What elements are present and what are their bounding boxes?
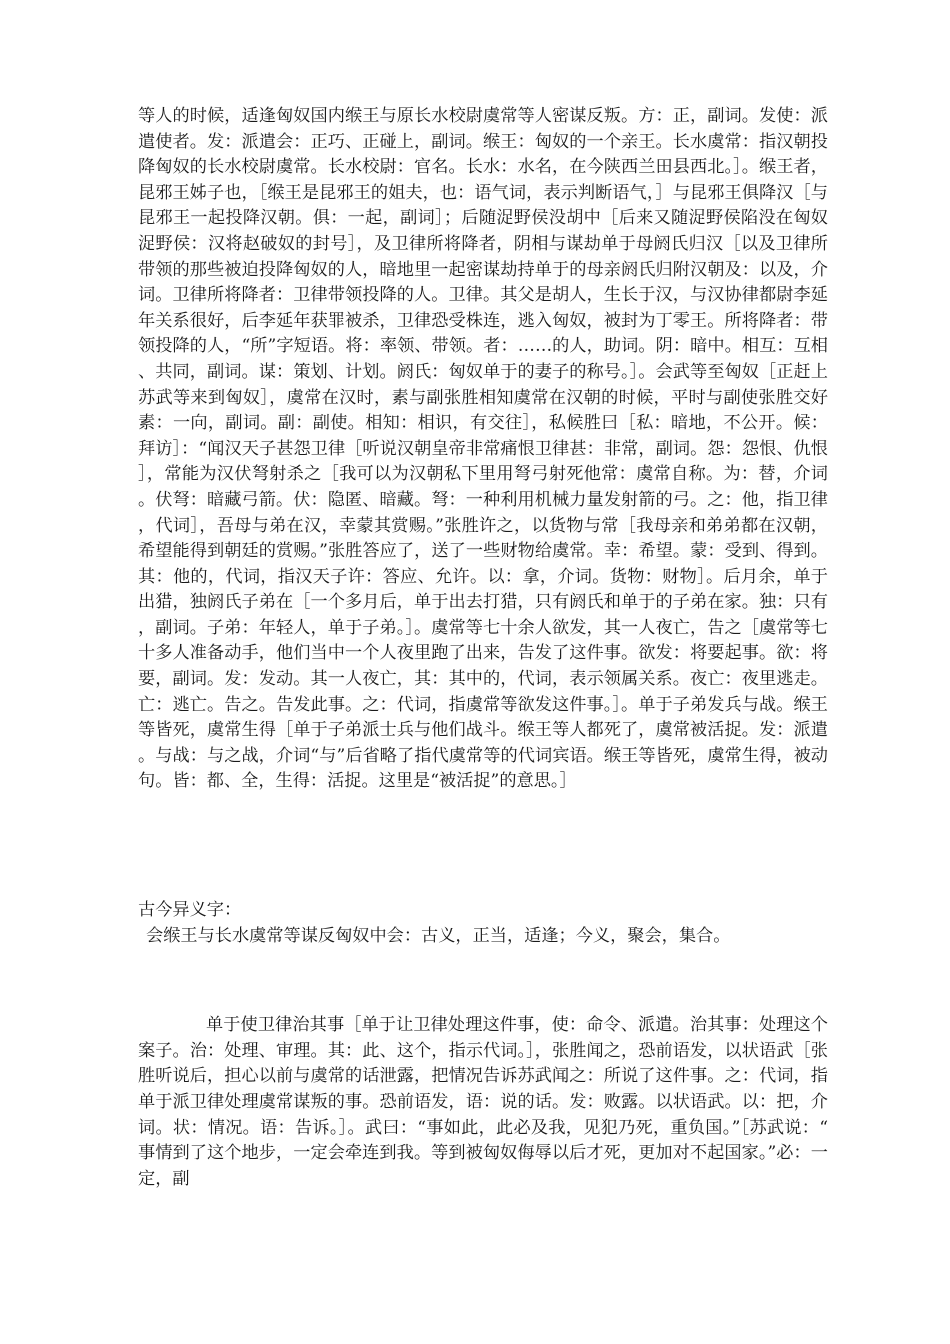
paragraph-main-2: 单于使卫律治其事［单于让卫律处理这件事，使：命令、派遣。治其事：处理这个案子。治：处理、审理。其：此、这个，指示代词。］，张胜闻之，恐前语发，以状语武［张胜听说后，担心以前与虞常的话泄露，把情况告诉苏武闻之：所说了这件事。之：代词，指单于派卫律处理虞常谋叛的事。恐前语发，语：说的话。发：败露。以状语武。以：把，介词。状：情况。语：告诉。］。武曰：“事如此，此必及我，见犯乃死，重负国。”［苏武说：“事情到了这个地步，一定会牵连到我。等到被匈奴侮辱以后才死，更加对不起国家。”必：一定，副 [138, 1015, 828, 1189]
spacer [138, 949, 828, 1013]
spacer [138, 795, 828, 898]
section-heading-gujin-yiyi: 古今异义字： [138, 900, 242, 921]
paragraph-main-1: 等人的时候，适逢匈奴国内缑王与原长水校尉虞常等人密谋反叛。方：正，副词。发使：派遣使者。发：派遣会：正巧、正碰上，副词。缑王：匈奴的一个亲王。长水虞常：指汉朝投降匈奴的长水校尉虞常。长水校尉：官名。长水：水名，在今陕西兰田县西北。］。缑王者，昆邪王姊子也，［缑王是昆邪王的姐夫，也：语气词，表示判断语气，］与昆邪王俱降汉［与昆邪王一起投降汉朝。俱：一起，副词］；后随浞野侯没胡中［后来又随浞野侯陷没在匈奴浞野侯：汉将赵破奴的封号］，及卫律所将降者，阴相与谋劫单于母阏氏归汉［以及卫律所带领的那些被迫投降匈奴的人，暗地里一起密谋劫持单于的母亲阏氏归附汉朝及：以及，介词。卫律所将降者：卫律带领投降的人。卫律。其父是胡人，生长于汉，与汉协律都尉李延年关系很好，后李延年获罪被杀，卫律恐受株连，逃入匈奴，被封为丁零王。所将降者：带领投降的人，“所”字短语。将：率领、带领。者：……的人，助词。阴：暗中。相互：互相、共同，副词。谋：策划、计划。阏氏：匈奴单于的妻子的称号。］。会武等至匈奴［正赶上苏武等来到匈奴］，虞常在汉时，素与副张胜相知虞常在汉朝的时候，平时与副使张胜交好素：一向，副词。副：副使。相知：相识，有交往］，私候胜曰［私：暗地，不公开。候：拜访］：“闻汉天子甚怨卫律［听说汉朝皇帝非常痛恨卫律甚：非常，副词。怨：怨恨、仇恨］，常能为汉伏弩射杀之［我可以为汉朝私下里用弩弓射死他常：虞常自称。为：替，介词。伏弩：暗藏弓箭。伏：隐匿、暗藏。弩：一种利用机械力量发射箭的弓。之：他，指卫律，代词］，吾母与弟在汉，幸蒙其赏赐。”张胜许之，以货物与常［我母亲和弟弟都在汉朝，希望能得到朝廷的赏赐。”张胜答应了，送了一些财物给虞常。幸：希望。蒙：受到、得到。其：他的，代词，指汉天子许：答应、允许。以：拿，介词。货物：财物］。后月余，单于出猎，独阏氏子弟在［一个多月后，单于出去打猎，只有阏氏和单于的子弟在家。独：只有，副词。子弟：年轻人，单于子弟。］。虞常等七十余人欲发，其一人夜亡，告之［虞常等七十多人准备动手，他们当中一个人夜里跑了出来，告发了这件事。欲发：将要起事。欲：将要，副词。发：发动。其一人夜亡，其：其中的，代词，表示领属关系。夜亡：夜里逃走。亡：逃亡。告之。告发此事。之：代词，指虞常等欲发这件事。］。单于子弟发兵与战。缑王等皆死，虞常生得［单于子弟派士兵与他们战斗。缑王等人都死了，虞常被活捉。发：派遣。与战：与之战，介词“与”后省略了指代虞常等的代词宾语。缑王等皆死，虞常生得，被动句。皆：都、全，生得：活捉。这里是“被活捉”的意思。］ [138, 106, 828, 792]
document-page [138, 104, 828, 1192]
gujin-yiyi-item: 会缑王与长水虞常等谋反匈奴中会：古义，正当，适逢；今义，聚会，集合。 [146, 925, 731, 946]
